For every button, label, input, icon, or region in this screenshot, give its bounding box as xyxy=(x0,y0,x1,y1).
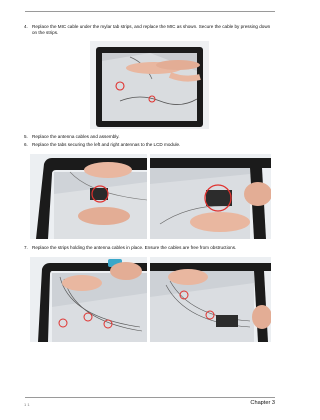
footer-rule xyxy=(25,397,275,398)
step-number: 5. xyxy=(24,134,28,139)
photo-left-antenna-tab xyxy=(30,154,147,239)
photo-mic-cable xyxy=(90,41,209,129)
step-text: Replace the tabs securing the left and right antennas to the LCD module. xyxy=(32,142,181,147)
step-text: Replace the strips holding the antenna cables in place. Ensure the cables are free from obstructions. xyxy=(32,245,237,250)
page-number: 1 1 xyxy=(24,402,30,407)
photo-right-antenna-strips xyxy=(150,257,271,342)
step-number: 7. xyxy=(24,245,28,250)
step-4 xyxy=(24,24,276,36)
chapter-label: Chapter 3 xyxy=(250,400,275,406)
photo-left-antenna-strips xyxy=(30,257,147,342)
step-number: 6. xyxy=(24,142,28,147)
step-text: Replace the antenna cables and assembly. xyxy=(32,134,120,139)
header-rule xyxy=(25,11,275,12)
step-text: Replace the MIC cable under the mylar tab strips, and replace the MIC as shown. Secure the cable by pressing down on the strips. xyxy=(32,24,271,36)
step-7 xyxy=(24,245,276,251)
step-number: 4. xyxy=(24,24,28,29)
step-5 xyxy=(24,134,276,140)
step-6 xyxy=(24,142,276,148)
photo-right-antenna-tab xyxy=(150,154,271,239)
